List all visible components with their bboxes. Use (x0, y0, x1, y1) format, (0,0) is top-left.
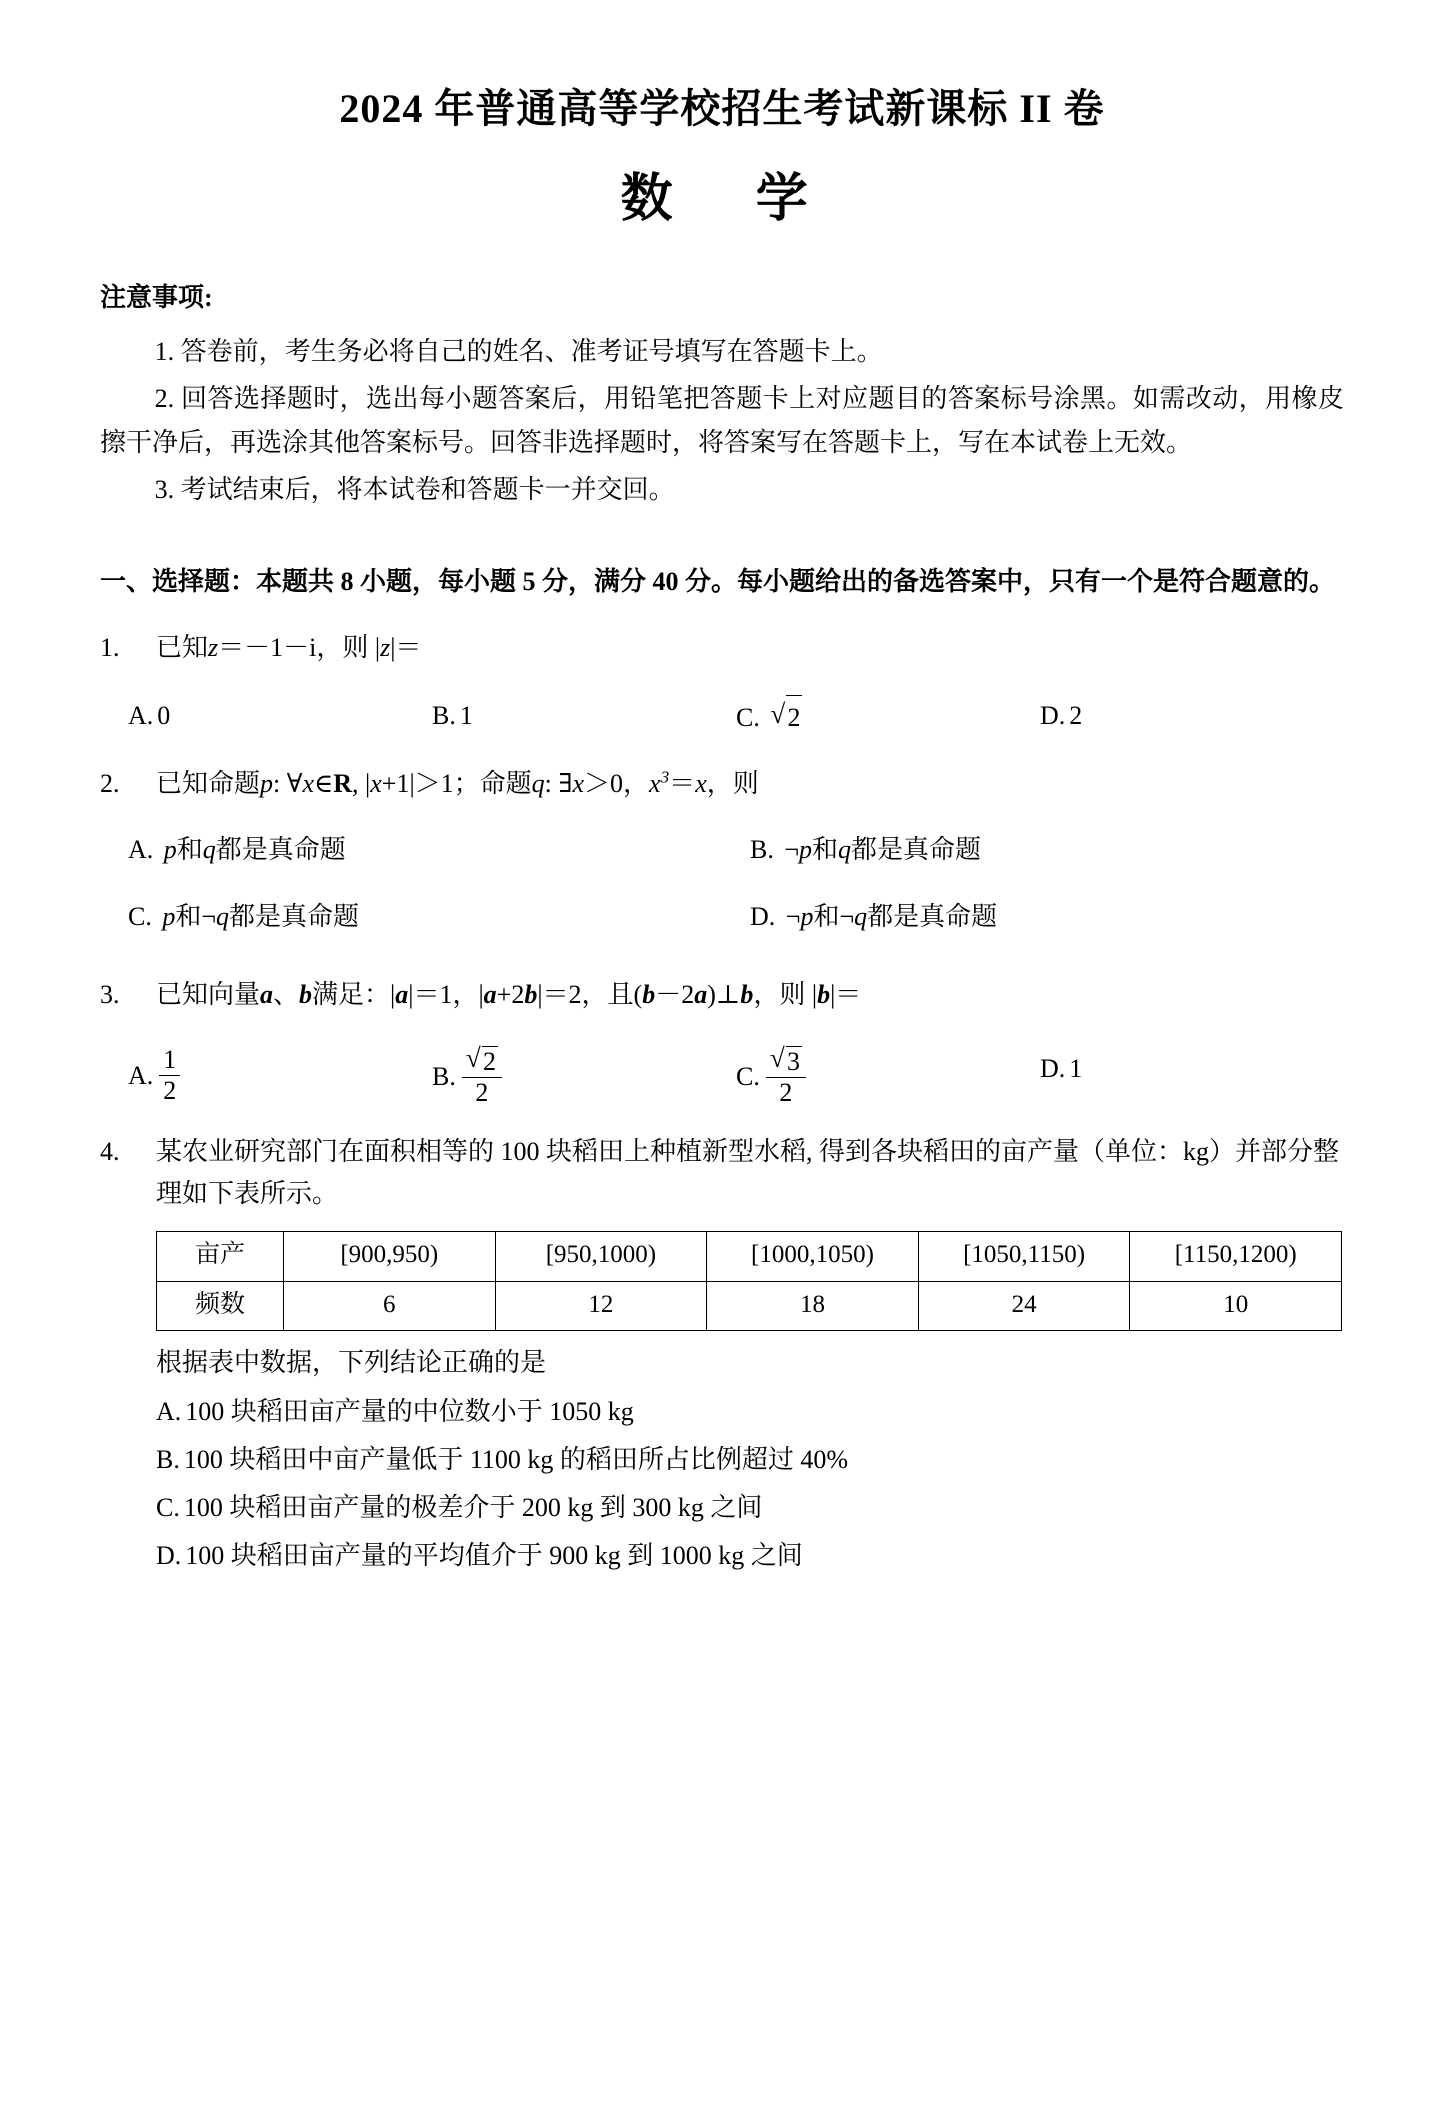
option-label: D. (1040, 701, 1066, 731)
option-text: 和 (176, 834, 203, 864)
row-header-frequency: 频数 (157, 1281, 284, 1331)
interval-cell: [900,950) (284, 1232, 496, 1282)
math-var-x: x (649, 768, 661, 798)
negation-icon: ¬ (784, 834, 800, 864)
negation-icon: ¬ (201, 902, 217, 932)
math-var-z: z (208, 632, 219, 662)
notice-item: 1. 答卷前，考生务必将自己的姓名、准考证号填写在答题卡上。 (154, 336, 883, 366)
options-q2 (100, 829, 1344, 964)
option-value: 0 (157, 701, 171, 731)
frequency-cell: 10 (1130, 1281, 1342, 1331)
frequency-cell: 12 (495, 1281, 707, 1331)
stem-text: |＝1，| (408, 979, 484, 1009)
frequency-cell: 6 (284, 1281, 496, 1331)
option-d[interactable] (156, 1534, 1344, 1577)
stem-text: |＝ (390, 632, 422, 662)
interval-cell: [950,1000) (495, 1232, 707, 1282)
option-value: 1 (1069, 1054, 1083, 1084)
math-set-reals: R (333, 768, 353, 798)
stem-text: 已知命题 (156, 768, 261, 798)
stem-text: 已知向量 (156, 979, 261, 1009)
notice-heading: 注意事项: (100, 282, 213, 312)
fraction (462, 1046, 502, 1107)
page-title: 2024 年普通高等学校招生考试新课标 II 卷 (339, 86, 1105, 131)
math-vector-a: a (395, 979, 409, 1009)
math-vector-b: b (817, 979, 831, 1009)
option-label: A. (128, 701, 154, 731)
option-label: C. (736, 1061, 760, 1091)
stem-text: , | (352, 768, 371, 798)
option-c[interactable] (156, 1486, 1344, 1529)
interval-cell: [1150,1200) (1130, 1232, 1342, 1282)
fraction (766, 1046, 806, 1107)
stem-text: ，则 | (753, 979, 818, 1009)
sqrt-icon (770, 695, 802, 739)
numerator (766, 1046, 806, 1078)
math-vector-a: a (260, 979, 274, 1009)
option-b[interactable] (722, 829, 1344, 871)
math-var-p: p (162, 902, 176, 932)
option-text: 100 块稻田亩产量的平均值介于 900 kg 到 1000 kg 之间 (185, 1541, 803, 1571)
question-prompt: 根据表中数据，下列结论正确的是 (156, 1348, 547, 1378)
question-2 (100, 763, 1344, 964)
sqrt-icon (466, 1046, 498, 1076)
options-q1 (100, 695, 1344, 739)
option-label: A. (128, 834, 154, 864)
stem-text: －2 (655, 979, 695, 1009)
math-var-p: p (800, 902, 814, 932)
option-label: C. (128, 902, 152, 932)
table-row (157, 1281, 1342, 1331)
option-label: A. (128, 1060, 154, 1090)
option-label: D. (750, 902, 776, 932)
row-header-yield: 亩产 (157, 1232, 284, 1282)
denominator: 2 (475, 1078, 489, 1108)
option-a[interactable] (100, 829, 722, 871)
question-number: 3. (100, 979, 120, 1009)
stem-text: 满足：| (312, 979, 396, 1009)
question-1 (100, 627, 1344, 739)
math-var-q: q (531, 768, 545, 798)
option-label: B. (432, 701, 456, 731)
radicand: 2 (482, 1047, 496, 1077)
math-var-p: p (799, 834, 813, 864)
stem-text: |＝2，且( (537, 979, 643, 1009)
option-b[interactable] (432, 695, 736, 737)
option-text: 都是真命题 (215, 834, 346, 864)
options-q4 (156, 1390, 1344, 1578)
option-c[interactable] (736, 1048, 1040, 1109)
option-label: B. (156, 1444, 180, 1474)
section-heading-choice: 一、选择题：本题共 8 小题，每小题 5 分，满分 40 分。每小题给出的备选答案中，只有一个是符合题意的。 (100, 566, 1336, 596)
option-text: 和 (175, 902, 202, 932)
radicand: 3 (786, 1047, 800, 1077)
fraction (159, 1046, 180, 1105)
option-d[interactable] (1040, 1048, 1344, 1090)
option-text: 和 (812, 834, 839, 864)
question-number: 1. (100, 632, 120, 662)
option-label: C. (156, 1492, 180, 1522)
numerator: 1 (159, 1046, 180, 1076)
option-b[interactable] (156, 1438, 1344, 1481)
yield-frequency-table (156, 1231, 1342, 1331)
question-4 (100, 1131, 1344, 1577)
stem-text: 已知 (156, 632, 209, 662)
option-label: D. (156, 1541, 182, 1571)
option-c[interactable] (100, 896, 722, 938)
math-var-x: x (695, 768, 707, 798)
notice-item: 3. 考试结束后，将本试卷和答题卡一并交回。 (154, 475, 675, 505)
stem-text: +2 (496, 979, 525, 1009)
math-vector-b: b (740, 979, 754, 1009)
question-stem (156, 763, 1344, 805)
math-var-q: q (854, 902, 868, 932)
option-a[interactable] (100, 1045, 432, 1107)
option-value: 2 (786, 695, 802, 739)
stem-text: +1|＞1；命题 (381, 768, 532, 798)
question-number: 4. (100, 1137, 120, 1167)
stem-text: ＞0， (584, 768, 650, 798)
math-var-x: x (302, 768, 314, 798)
question-stem (156, 974, 1344, 1016)
option-a[interactable] (100, 695, 432, 737)
notice-item: 2. 回答选择题时，选出每小题答案后，用铅笔把答题卡上对应题目的答案标号涂黑。如需改动，用橡皮擦干净后，再选涂其他答案标号。回答非选择题时，将答案写在答题卡上，写在本试卷上无效。 (100, 383, 1344, 458)
option-text: 都是真命题 (229, 902, 360, 932)
option-value: 1 (459, 701, 473, 731)
option-text: 和 (813, 902, 840, 932)
interval-cell: [1050,1150) (918, 1232, 1130, 1282)
denominator: 2 (779, 1078, 793, 1108)
negation-icon: ¬ (785, 902, 801, 932)
stem-text: )⊥ (707, 979, 741, 1009)
options-q3 (100, 1045, 1344, 1109)
negation-icon: ¬ (839, 902, 855, 932)
math-vector-a: a (483, 979, 497, 1009)
sqrt-icon (770, 1046, 802, 1076)
frequency-cell: 18 (707, 1281, 919, 1331)
stem-text: ∈ (313, 768, 334, 798)
math-exponent: 3 (660, 767, 670, 787)
option-d[interactable] (1040, 695, 1344, 737)
option-d[interactable] (722, 896, 1344, 938)
option-value: 2 (1069, 701, 1083, 731)
denominator: 2 (163, 1076, 177, 1106)
stem-text: ＝－1－i，则 | (218, 632, 381, 662)
option-label: A. (156, 1396, 182, 1426)
option-label: D. (1040, 1054, 1066, 1084)
option-c[interactable] (736, 695, 1040, 739)
subject-title: 数 学 (620, 171, 824, 228)
math-var-x: x (572, 768, 585, 798)
notice-list (100, 330, 1344, 513)
stem-text: ，则 (706, 768, 759, 798)
stem-text: : ∀ (273, 768, 303, 798)
option-a[interactable] (156, 1390, 1344, 1433)
math-var-q: q (838, 834, 852, 864)
math-var-q: q (216, 902, 230, 932)
interval-cell: [1000,1050) (707, 1232, 919, 1282)
math-var-q: q (202, 834, 216, 864)
math-vector-b: b (299, 979, 313, 1009)
numerator (462, 1046, 502, 1078)
option-text: 100 块稻田亩产量的中位数小于 1050 kg (185, 1396, 634, 1426)
question-number: 2. (100, 768, 120, 798)
option-label: C. (736, 703, 760, 733)
question-stem: 某农业研究部门在面积相等的 100 块稻田上种植新型水稻, 得到各块稻田的亩产量（单位：kg）并部分整理如下表所示。 (156, 1137, 1340, 1209)
option-text: 100 块稻田中亩产量低于 1100 kg 的稻田所占比例超过 40% (183, 1444, 849, 1474)
option-text: 都是真命题 (851, 834, 982, 864)
math-var-p: p (163, 834, 177, 864)
yield-table-wrapper (156, 1231, 1344, 1331)
table-row (157, 1232, 1342, 1282)
option-b[interactable] (432, 1048, 736, 1109)
option-text: 100 块稻田亩产量的极差介于 200 kg 到 300 kg 之间 (183, 1492, 763, 1522)
option-text: 都是真命题 (867, 902, 998, 932)
math-vector-b: b (642, 979, 656, 1009)
option-label: B. (750, 834, 774, 864)
math-var-x: x (370, 768, 382, 798)
frequency-cell: 24 (918, 1281, 1130, 1331)
stem-text: ＝ (669, 768, 696, 798)
stem-text: 、 (273, 979, 300, 1009)
math-var-p: p (260, 768, 274, 798)
math-var-z: z (380, 632, 391, 662)
option-label: B. (432, 1061, 456, 1091)
stem-text: : ∃ (544, 768, 573, 798)
math-vector-b: b (524, 979, 538, 1009)
question-3 (100, 974, 1344, 1109)
math-vector-a: a (694, 979, 708, 1009)
stem-text: |＝ (830, 979, 862, 1009)
question-stem (156, 627, 1344, 669)
